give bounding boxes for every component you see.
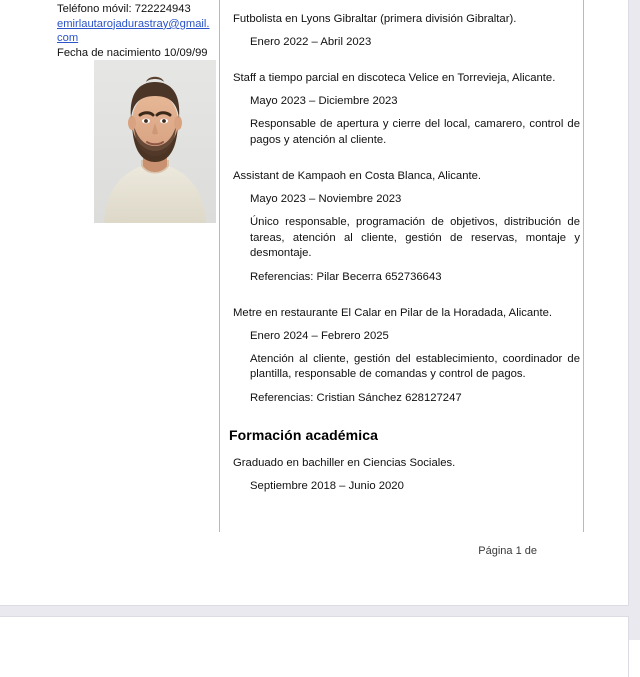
experience-item [233,169,581,285]
job-references: Referencias: Cristian Sánchez 628127247 [250,391,462,404]
job-title: Futbolista en Lyons Gibraltar (primera división Gibraltar). [233,13,517,25]
section-heading-education: Formación académica [229,426,378,443]
portrait-photo [94,60,216,223]
job-references: Referencias: Pilar Becerra 652736643 [250,270,442,283]
job-description: Atención al cliente, gestión del establecimiento, coordinador de plantilla, responsable de comandas y control de pagos. [250,352,580,380]
experience-item [233,12,581,50]
page-number-label: Página 1 de [478,545,537,557]
job-description: Único responsable, programación de objetivos, distribución de tareas, atención al cliente, gestión de reservas, montaje y desmontaje. [250,216,580,259]
job-dates: Enero 2024 – Febrero 2025 [250,329,389,342]
education-dates: Septiembre 2018 – Junio 2020 [250,479,404,492]
page-footer [0,545,583,557]
job-dates: Enero 2022 – Abril 2023 [250,36,372,48]
column-divider-right [583,0,584,532]
experience-column [229,12,581,494]
job-description: Responsable de apertura y cierre del local, camarero, control de pagos y atención al cliente. [250,118,580,146]
job-dates: Mayo 2023 – Diciembre 2023 [250,95,398,107]
education-title: Graduado en bachiller en Ciencias Sociales. [233,456,456,469]
education-section [229,426,581,494]
email-link[interactable]: emirlautarojadurastray@gmail.com [57,17,210,45]
document-page-2 [0,617,628,677]
column-divider-left [219,0,220,532]
job-title: Staff a tiempo parcial en discoteca Velice en Torrevieja, Alicante. [233,72,556,84]
phone-line: Teléfono móvil: 722224943 [57,3,191,16]
birth-date-line: Fecha de nacimiento 10/09/99 [57,46,208,59]
job-title: Assistant de Kampaoh en Costa Blanca, Alicante. [233,170,482,182]
job-title: Metre en restaurante El Calar en Pilar de la Horadada, Alicante. [233,306,552,319]
job-dates: Mayo 2023 – Noviembre 2023 [250,193,402,205]
experience-item [233,306,581,406]
experience-item [233,71,581,148]
contact-column [57,0,212,60]
